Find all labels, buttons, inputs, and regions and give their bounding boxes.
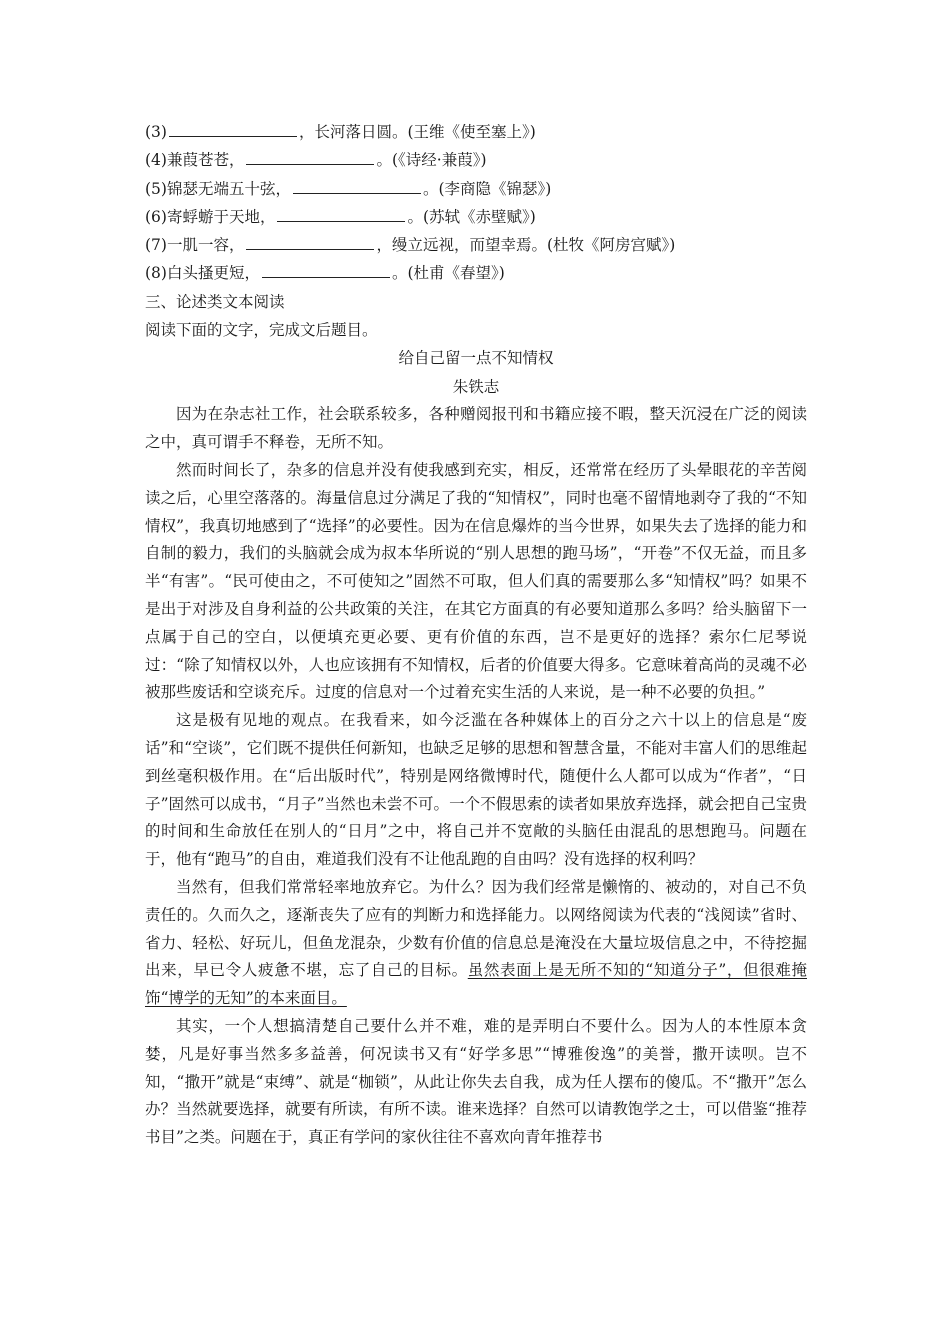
article-paragraph-2: 然而时间长了，杂多的信息并没有使我感到充实，相反，还常常在经历了头晕眼花的辛苦阅读之后，心里空落落的。海量信息过分满足了我的“知情权”，同时也毫不留情地剥夺了我的“不知情权”，我真切地感到了“选择”的必要性。因为在信息爆炸的当今世界，如果失去了选择的能力和自制的毅力，我们的头脑就会成为叔本华所说的“别人思想的跑马场”，“开卷”不仅无益，而且多半“有害”。“民可使由之，不可使知之”固然不可取，但人们真的需要那么多“知情权”吗？如果不是出于对涉及自身利益的公共政策的关注，在其它方面真的有必要知道那么多吗？给头脑留下一点属于自己的空白，以便填充更必要、更有价值的东西，岂不是更好的选择？索尔仁尼琴说过：“除了知情权以外，人也应该拥有不知情权，后者的价值要大得多。它意味着高尚的灵魂不必被那些废话和空谈充斥。过度的信息对一个过着充实生活的人来说，是一种不必要的负担。” xyxy=(145,460,807,702)
poem-prefix: (6)寄蜉蝣于天地， xyxy=(145,207,276,226)
paragraph-text: 当然有，但我们常常轻率地放弃它。为什么？因为我们经常是懒惰的、被动的，对自己不负责任的。久而久之，逐渐丧失了应有的判断力和选择能力。以网络阅读为代表的“浅阅读”省时、省力、轻松、好玩儿，但鱼龙混杂，少数有价值的信息总是淹没在大量垃圾信息之中，不待挖掘出来，早已令人疲惫不堪，忘了自己的目标。 xyxy=(145,877,807,980)
article-author: 朱铁志 xyxy=(452,377,500,396)
underlined-sentence: 虽然表面上是无所不知的“知道分子”，但很难掩饰“博学的无知”的本来面目。 xyxy=(145,961,807,1008)
reading-instruction: 阅读下面的文字，完成文后题目。 xyxy=(145,321,378,340)
poem-prefix: (7)一肌一容， xyxy=(145,236,245,255)
poem-prefix: (3) xyxy=(145,123,167,141)
article-paragraph-3: 这是极有见地的观点。在我看来，如今泛滥在各种媒体上的百分之六十以上的信息是“废话”和“空谈”，它们既不提供任何新知，也缺乏足够的思想和智慧含量，不能对丰富人们的思维起到丝毫积极作用。在“后出版时代”，特别是网络微博时代，随便什么人都可以成为“作者”，“日子”固然可以成书，“月子”当然也未尝不可。一个不假思索的读者如果放弃选择，就会把自己宝贵的时间和生命放任在别人的“日月”之中，将自己并不宽敞的头脑任由混乱的思想跑马。问题在于，他有“跑马”的自由，难道我们没有不让他乱跑的自由吗？没有选择的权利吗？ xyxy=(145,711,807,869)
answer-blank[interactable] xyxy=(246,232,374,250)
poem-suffix: ，缦立远视，而望幸焉。(杜牧《阿房宫赋》) xyxy=(376,236,676,255)
document-page xyxy=(145,118,807,1152)
poem-fill-item-7 xyxy=(145,231,807,259)
poem-fill-item-6 xyxy=(145,203,807,231)
poem-prefix: (5)锦瑟无端五十弦， xyxy=(145,179,291,198)
poem-fill-item-5 xyxy=(145,175,807,203)
section-heading: 三、论述类文本阅读 xyxy=(145,292,285,311)
answer-blank[interactable] xyxy=(262,260,390,278)
article-paragraph-4 xyxy=(145,874,807,1013)
article-paragraph-5: 其实，一个人想搞清楚自己要什么并不难，难的是弄明白不要什么。因为人的本性原本贪婪，凡是好事当然多多益善，何况读书又有“好学多思”“博雅俊逸”的美誉，撒开读呗。岂不知，“撒开”就是“束缚”、就是“枷锁”，从此让你失去自我，成为任人摆布的傻瓜。不“撒开”怎么办？当然就要选择，就要有所读，有所不读。谁来选择？自然可以请教饱学之士，可以借鉴“推荐书目”之类。问题在于，真正有学问的家伙往往不喜欢向青年推荐书 xyxy=(145,1016,807,1147)
answer-blank[interactable] xyxy=(246,147,374,165)
poem-suffix: 。(《诗经·兼葭》) xyxy=(376,151,487,170)
poem-prefix: (8)白头搔更短， xyxy=(145,264,260,283)
poem-fill-item-3 xyxy=(145,118,807,146)
article-title: 给自己留一点不知情权 xyxy=(398,349,554,368)
answer-blank[interactable] xyxy=(169,119,297,137)
poem-fill-item-8 xyxy=(145,259,807,287)
poem-suffix: ，长河落日圆。(王维《使至塞上》) xyxy=(298,123,536,141)
poem-suffix: 。(李商隐《锦瑟》) xyxy=(422,179,552,198)
article-paragraph-1: 因为在杂志社工作，社会联系较多，各种赠阅报刊和书籍应接不暇，整天沉浸在广泛的阅读之中，真可谓手不释卷，无所不知。 xyxy=(145,405,807,452)
poem-prefix: (4)兼葭苍苍， xyxy=(145,151,245,170)
answer-blank[interactable] xyxy=(277,204,405,222)
poem-suffix: 。(苏轼《赤壁赋》) xyxy=(407,207,536,226)
poem-suffix: 。(杜甫《春望》) xyxy=(391,264,505,283)
answer-blank[interactable] xyxy=(293,176,421,194)
poem-fill-item-4 xyxy=(145,146,807,174)
